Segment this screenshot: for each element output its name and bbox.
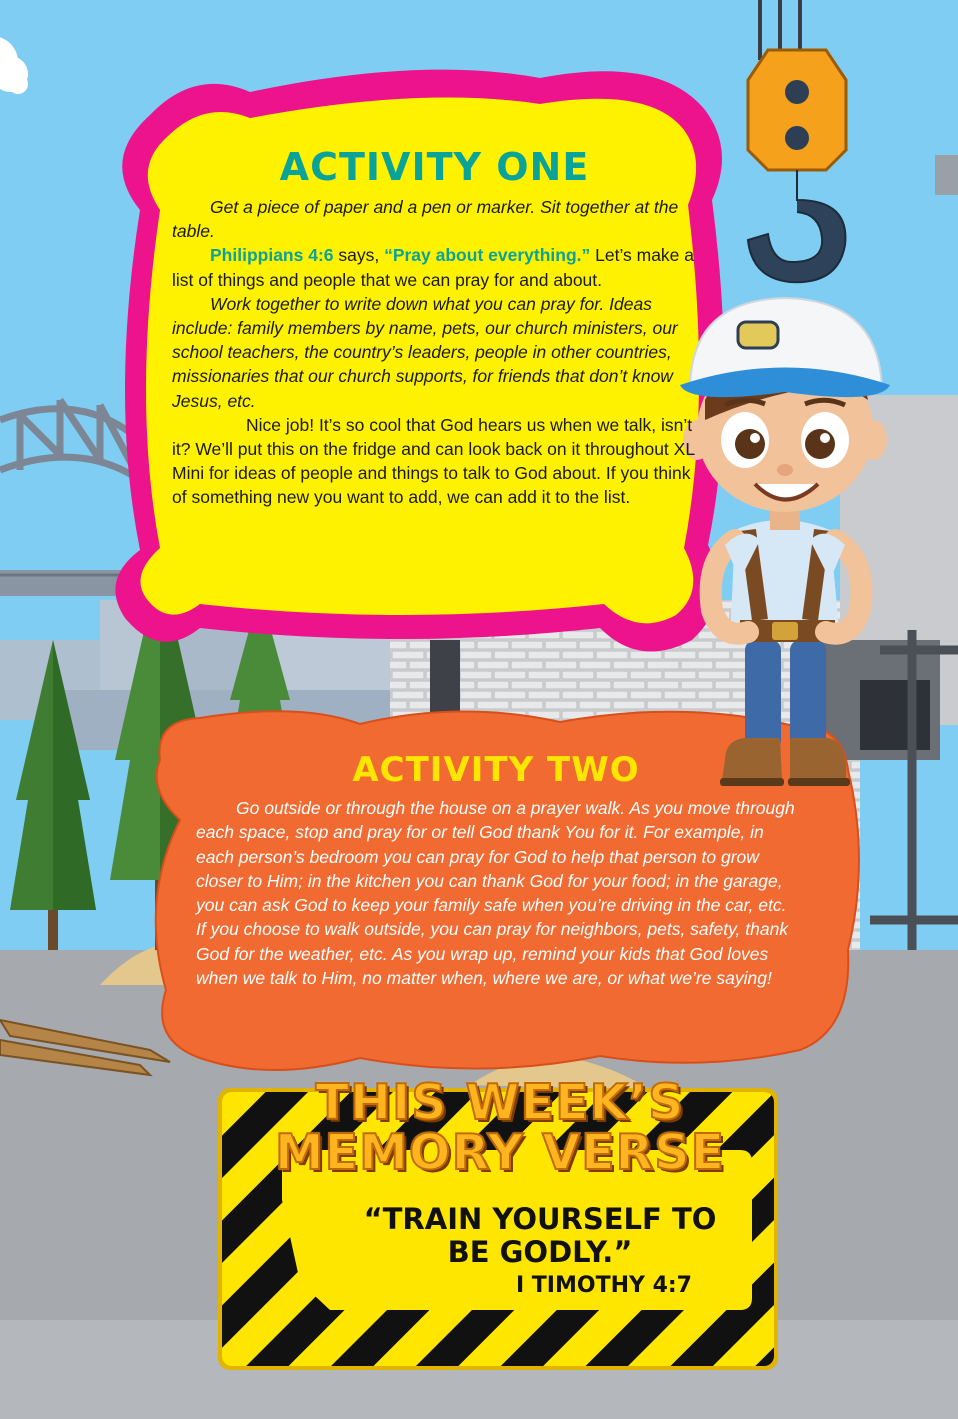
activity-one-paragraph-2 bbox=[172, 243, 697, 291]
scripture-reference: Philippians 4:6 bbox=[210, 245, 334, 266]
memory-verse-title bbox=[220, 1074, 780, 1181]
says-text: says, bbox=[333, 245, 385, 266]
memory-verse-line-1: “TRAIN YOURSELF TO bbox=[363, 1202, 717, 1236]
memory-verse-text bbox=[360, 1203, 720, 1269]
memory-verse-reference: I TIMOTHY 4:7 bbox=[515, 1273, 692, 1298]
activity-one-paragraph-4: Nice job! It’s so cool that God hears us when we talk, isn’t it? We’ll put this on the fridge and can look back on it throughout XL Mini for ideas of people and things to talk to God about. If you think of something new you want to add, we can add it to the list. bbox=[172, 414, 695, 508]
activity-two-title: ACTIVITY TWO bbox=[352, 750, 640, 790]
activity-one-paragraph-3: Work together to write down what you can pray for. Ideas include: family members by name, pets, our church ministers, our school teachers, the country’s leaders, people in other countries, missionaries that our church supports, for friends that don’t know Jesus, etc. bbox=[172, 293, 678, 411]
activity-one-title: ACTIVITY ONE bbox=[279, 145, 590, 189]
activity-two-panel bbox=[196, 750, 796, 1050]
memory-verse-line-2: BE GODLY.” bbox=[447, 1235, 633, 1269]
activity-two-paragraph: Go outside or through the house on a prayer walk. As you move through each space, stop and pray for or tell God thank You for it. For example, in each person’s bedroom you can pray for God to help that person to grow closer to Him; in the kitchen you can thank God for your food; in the garage, you can ask God to keep your family safe when you’re driving in the car, etc. If you choose to walk outside, you can pray for neighbors, pets, safety, thank God for the weather, etc. As you wrap up, remind your kids that God loves when we talk to Him, no matter when, where we are, or what we’re saying! bbox=[196, 798, 795, 989]
activity-one-paragraph-1: Get a piece of paper and a pen or marker. Sit together at the table. bbox=[172, 197, 679, 242]
memory-verse-title-line-2: MEMORY VERSE bbox=[274, 1124, 726, 1181]
paragraph-2-rest: Let’s make a list of things and people that we can pray for and about. bbox=[172, 245, 695, 290]
scripture-quote: “Pray about everything.” bbox=[384, 245, 591, 266]
memory-verse-title-line-1: THIS WEEK’S bbox=[315, 1074, 685, 1131]
activity-one-panel bbox=[172, 145, 697, 595]
